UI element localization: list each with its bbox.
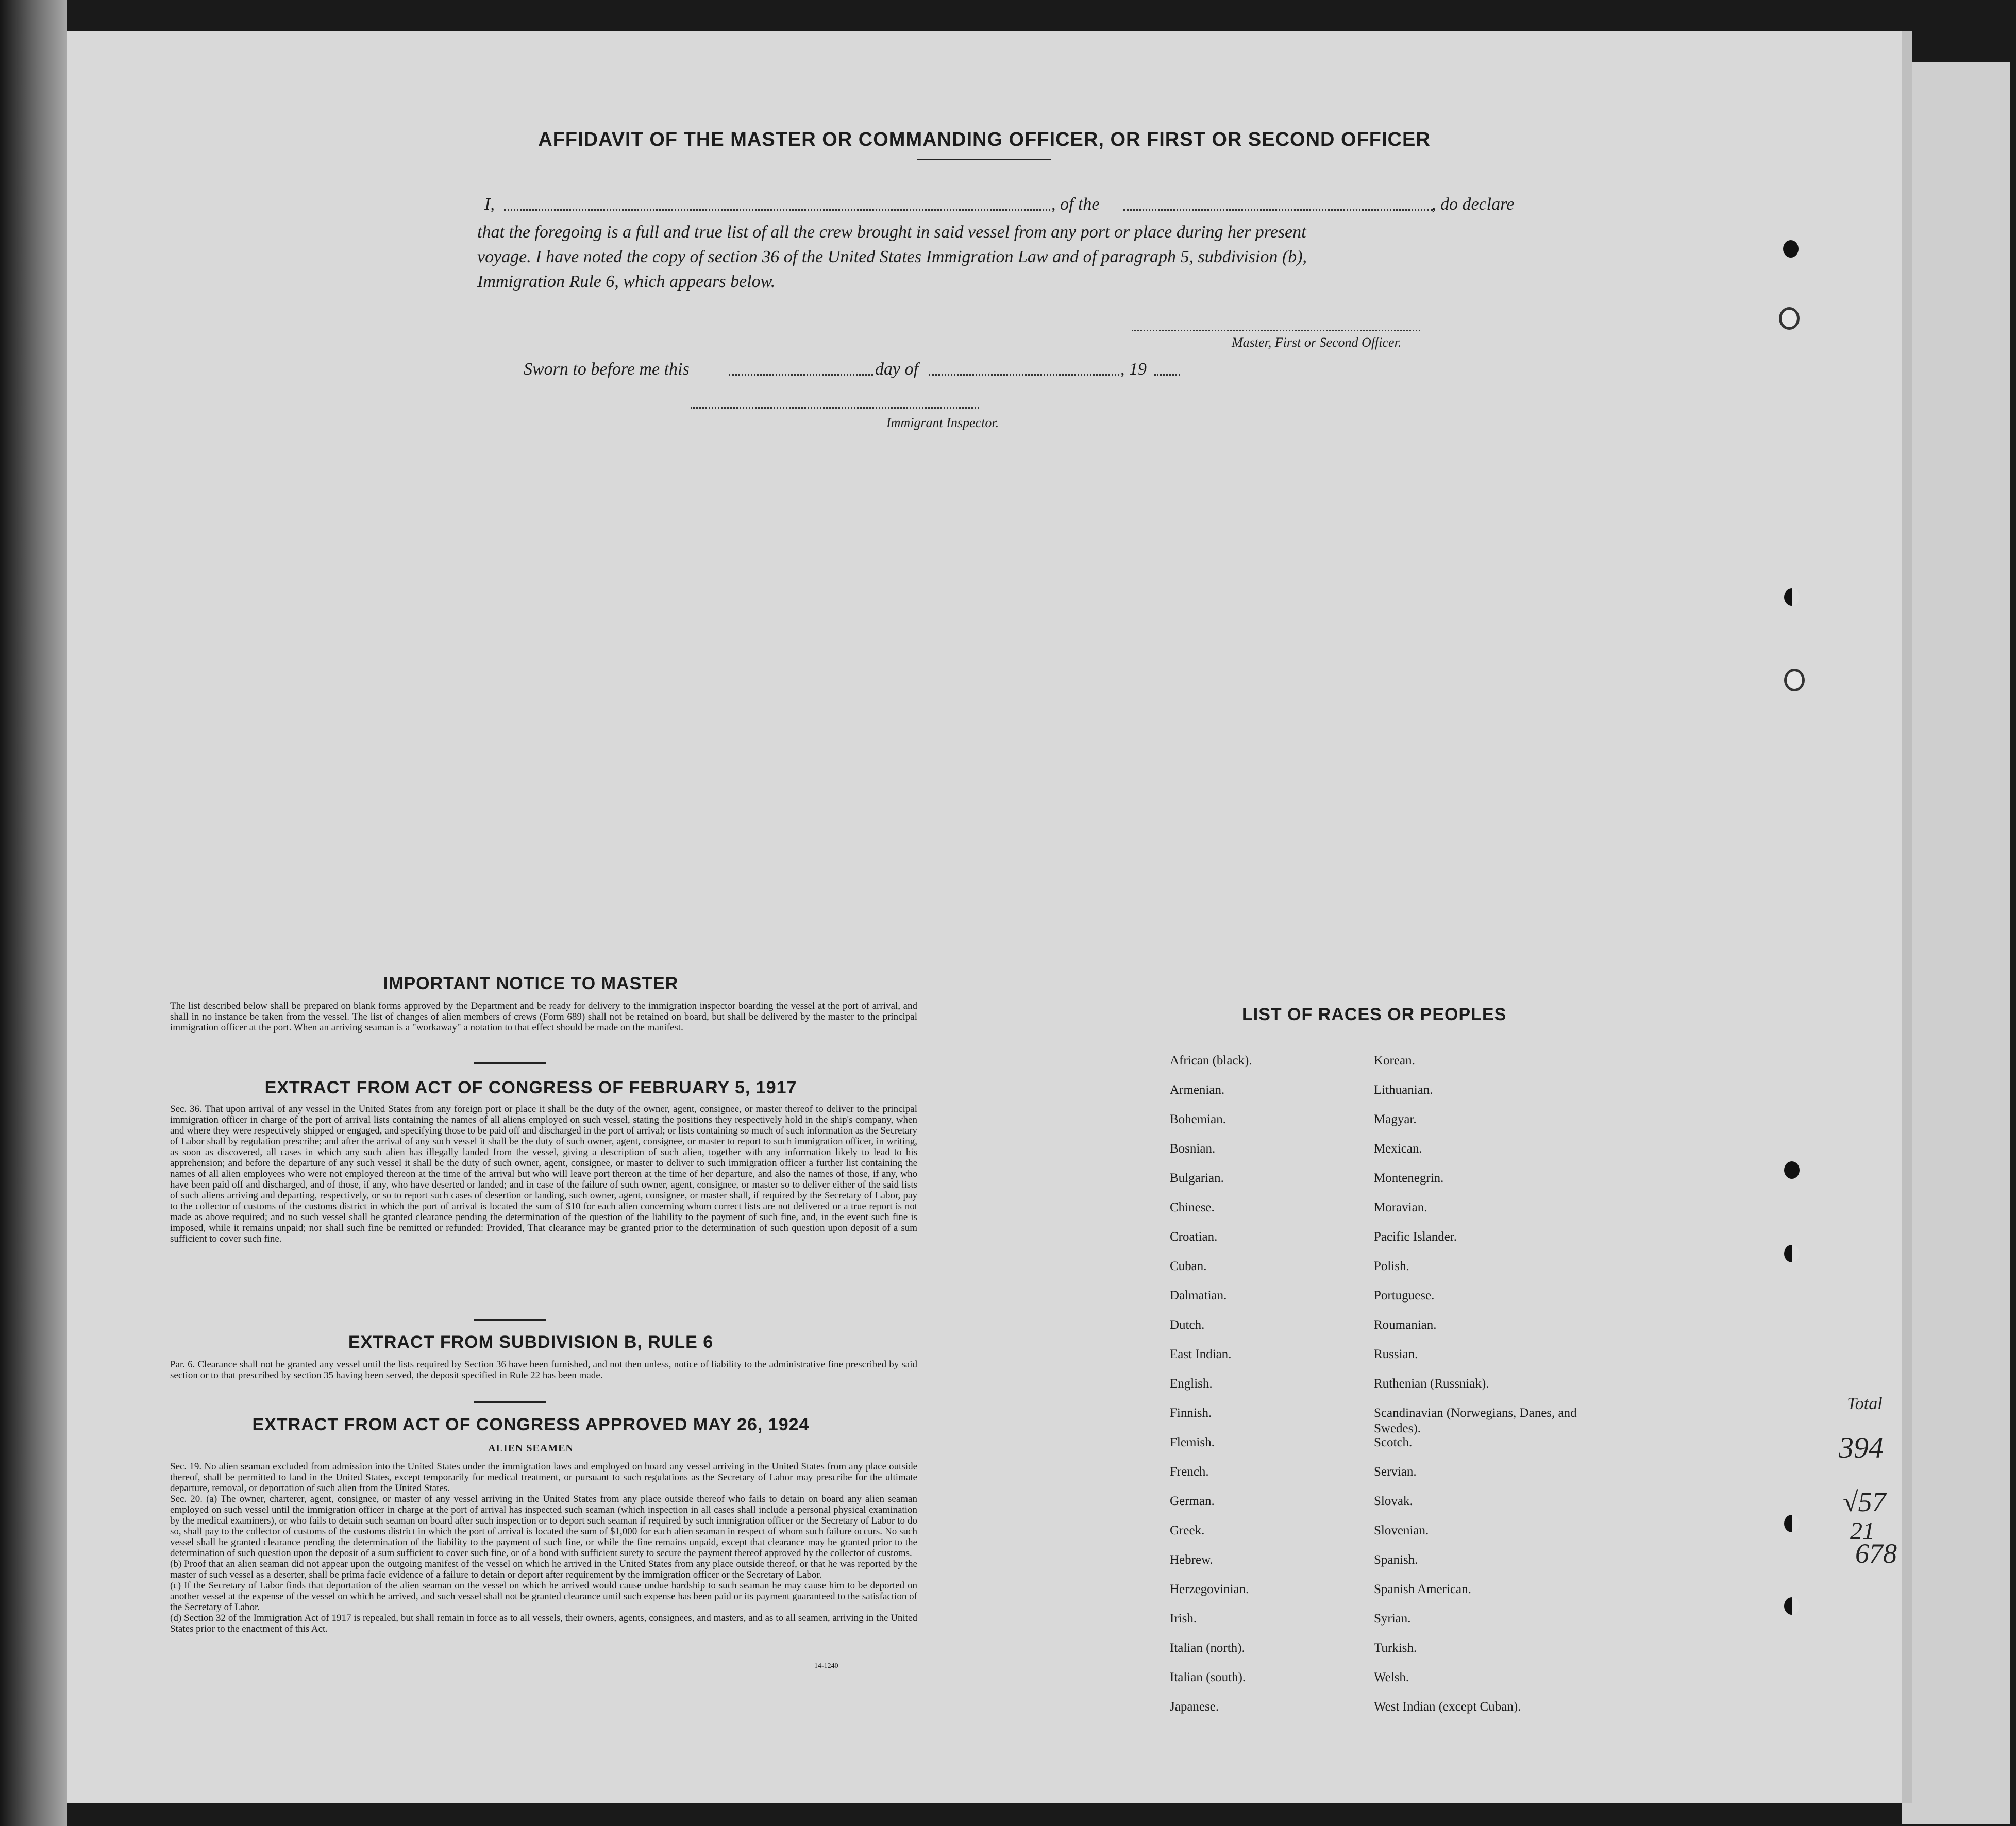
race-item: Bohemian. [1170, 1112, 1227, 1126]
document-page [67, 31, 1912, 1803]
inspector-signature-blank [691, 402, 979, 409]
extract-1924-text [144, 1461, 917, 1634]
race-item: Greek. [1170, 1524, 1205, 1537]
total-678: 678 [1855, 1538, 1897, 1569]
sec-20b-paragraph: (b) Proof that an alien seaman did not appear upon the outgoing manifest of the vessel on which he arrived in the United States from any place outside thereof, or that he was reported by the master of such vessel as a deserter, shall be prima facie evidence of a failure to detain or deport after requirement by the immigration officer or the Secretary of Labor. [170, 1559, 917, 1580]
affidavit-line-1: that the foregoing is a full and true list of all the crew brought in said vessel from any port or place during her present [477, 223, 1306, 242]
races-column-2 [1374, 1053, 1601, 1729]
sworn-year: , 19 [1120, 360, 1147, 379]
race-item: Roumanian. [1374, 1318, 1437, 1332]
sworn-year-blank [1154, 359, 1180, 376]
race-item: Italian (north). [1170, 1641, 1245, 1655]
affidavit-of-the: , of the [1051, 195, 1100, 214]
race-item: Lithuanian. [1374, 1083, 1433, 1097]
inspector-label: Immigrant Inspector. [886, 415, 999, 430]
form-number: 14-1240 [814, 1662, 838, 1670]
scan-right-edge [1902, 62, 2010, 1824]
affidavit-do-declare: , do declare [1432, 195, 1515, 214]
race-item: Syrian. [1374, 1612, 1411, 1626]
race-item: West Indian (except Cuban). [1374, 1700, 1521, 1714]
punch-hole [1784, 1245, 1800, 1262]
race-item: Croatian. [1170, 1230, 1218, 1244]
master-signature-blank [1132, 325, 1420, 331]
punch-hole [1783, 240, 1799, 258]
sec-20d-paragraph: (d) Section 32 of the Immigration Act of 1917 is repealed, but shall remain in force as to all vessels, their owners, agents, consignees, and masters, and as to all seamen, arriving in the United States prior to the enactment of this Act. [170, 1613, 917, 1634]
race-item: Japanese. [1170, 1700, 1219, 1714]
race-item: Korean. [1374, 1054, 1415, 1068]
punch-hole [1784, 588, 1800, 606]
notice-rule [474, 1062, 546, 1064]
race-item: Chinese. [1170, 1201, 1215, 1214]
sworn-label: Sworn to before me this [524, 360, 690, 379]
race-item: Spanish. [1374, 1553, 1418, 1567]
notice-paragraph: The list described below shall be prepared on blank forms approved by the Department and be ready for delivery to the immigration inspector boarding the vessel at the port of arrival, and shall in no instance be taken from the vessel. The list of changes of alien members of crews (Form 689) shall not be retained on board, but shall be delivered by the master to the principal immigration officer at the port. When an arriving seaman is a "workaway" a notation to that effect should be made on the manifest. [170, 1001, 917, 1033]
race-item: Dalmatian. [1170, 1289, 1227, 1303]
race-item: Portuguese. [1374, 1289, 1435, 1303]
race-item: Welsh. [1374, 1670, 1409, 1684]
race-item: Armenian. [1170, 1083, 1225, 1097]
race-item: Montenegrin. [1374, 1171, 1444, 1185]
total-57: √57 [1843, 1486, 1886, 1517]
affidavit-i-label: I, [484, 195, 495, 214]
extract-1917-rule [474, 1319, 546, 1321]
notice-text [144, 1001, 917, 1033]
race-item: Irish. [1170, 1612, 1197, 1626]
rule-6-title: EXTRACT FROM SUBDIVISION B, RULE 6 [348, 1332, 714, 1352]
sec-20c-paragraph: (c) If the Secretary of Labor finds that deportation of the alien seaman on the vessel on which he arrived would cause undue hardship to such seaman he may cause him to be deported on another vessel at the expense of the vessel on which he arrived, and such vessel shall not be granted clearance until such expense has been paid or its payment guaranteed to the satisfaction of the Secretary of Labor. [170, 1580, 917, 1613]
scan-left-edge [0, 0, 67, 1826]
affidavit-line-2: voyage. I have noted the copy of section 36 of the United States Immigration Law and of paragraph 5, subdivision (b), [477, 247, 1307, 266]
race-item: German. [1170, 1494, 1215, 1508]
race-item: Herzegovinian. [1170, 1582, 1249, 1596]
alien-seamen-subtitle: ALIEN SEAMEN [488, 1443, 574, 1454]
race-item: Servian. [1374, 1465, 1417, 1479]
title-rule [917, 159, 1051, 160]
race-item: Mexican. [1374, 1142, 1422, 1156]
section-36-paragraph: Sec. 36. That upon arrival of any vessel in the United States from any foreign port or place it shall be the duty of the owner, agent, consignee, or master thereof to deliver to the principal immigration officer in charge of the port of arrival lists containing the names of all aliens employed on such vessel, stating the positions they respectively hold in the ship's company, when and where they were respectively shipped or engaged, and specifying those to be paid off and discharged in the port of arrival; or lists containing so much of such information as the Secretary of Labor shall by regulation prescribe; and after the arrival of any such vessel it shall be the duty of such owner, agent, consignee, or master to report to such immigration officer, in writing, as soon as discovered, all cases in which any such alien has illegally landed from the vessel, giving a description of such alien, together with any information likely to lead to his apprehension; and before the departure of any such vessel it shall be the duty of such owner, agent, consignee, or master to deliver to such immigration officer a further list containing the names of all alien employees who were not employed thereon at the time of the arrival but who will leave port thereon at the time of her departure, and also the names of those, if any, who have been paid off and discharged, and of those, if any, who have deserted or landed; and in case of the failure of such owner, agent, consignee, or master so to deliver either of the said lists of such aliens arriving and departing, respectively, or so to report such cases of desertion or landing, such owner, agent, consignee, or master shall, if required by the Secretary of Labor, pay to the collector of customs of the customs district in which the port of arrival is located the sum of $10 for each alien concerning whom correct lists are not delivered or a true report is not made as above required; and no such vessel shall be granted clearance pending the determination of the question of the liability to the payment of such fine, and, in the event such fine is imposed, while it remains unpaid; nor shall such fine be remitted or refunded: Provided, That clearance may be granted prior to the determination of such question upon deposit of a sum sufficient to cover such fine. [170, 1104, 917, 1244]
race-item: Ruthenian (Russniak). [1374, 1377, 1489, 1391]
race-item: Slovenian. [1374, 1524, 1429, 1537]
races-title: LIST OF RACES OR PEOPLES [1242, 1005, 1507, 1024]
race-item: Slovak. [1374, 1494, 1413, 1508]
race-item: French. [1170, 1465, 1209, 1479]
sworn-month-blank [929, 359, 1119, 376]
race-item: Italian (south). [1170, 1670, 1246, 1684]
affidavit-title: AFFIDAVIT OF THE MASTER OR COMMANDING OFFICER, OR FIRST OR SECOND OFFICER [538, 129, 1431, 150]
race-item: Bulgarian. [1170, 1171, 1224, 1185]
sec-19-paragraph: Sec. 19. No alien seaman excluded from admission into the United States under the immigration laws and employed on board any vessel arriving in the United States from any place outside thereof, shall be permitted to land in the United States, except temporarily for medical treatment, or pursuant to such regulations as the Secretary of Labor may prescribe for the ultimate departure, removal, or deportation of such alien from the United States. [170, 1461, 917, 1494]
master-signature-label: Master, First or Second Officer. [1232, 335, 1402, 350]
notice-title: IMPORTANT NOTICE TO MASTER [383, 974, 679, 993]
race-item: African (black). [1170, 1054, 1252, 1068]
total-label: Total [1847, 1394, 1883, 1413]
sec-20a-paragraph: Sec. 20. (a) The owner, charterer, agent, consignee, or master of any vessel arriving in the United States from any place outside thereof who fails to detain on board any alien seaman employed on such vessel until the immigration officer in charge at the port of arrival has inspected such seaman (which inspection in all cases shall include a personal physical examination by the medical examiners), or who fails to detain such seaman on board after such inspection or to deport such seaman if required by such immigration officer or the Secretary of Labor to do so, shall pay to the collector of customs of the customs district in which the port of arrival is located the sum of $1,000 for each alien seaman in respect of whom such failure occurs. No such vessel shall be granted clearance pending the determination of the liability to the payment of such fine, or while the fine remains unpaid, except that clearance may be granted prior to the determination of such question upon the deposit of a sum sufficient to cover such fine, or of a bond with sufficient surety to secure the payment thereof approved by the collector of customs. [170, 1494, 917, 1559]
total-394: 394 [1839, 1431, 1884, 1464]
races-column-1 [1170, 1053, 1366, 1729]
race-item: Finnish. [1170, 1406, 1212, 1420]
name-blank [504, 194, 1050, 211]
vessel-blank [1123, 194, 1433, 211]
race-item: Dutch. [1170, 1318, 1205, 1332]
race-item: Scotch. [1374, 1435, 1413, 1449]
punch-hole [1784, 1161, 1800, 1179]
rule-6-text [144, 1359, 917, 1381]
race-item: Polish. [1374, 1259, 1409, 1273]
affidavit-line-3: Immigration Rule 6, which appears below. [477, 272, 776, 291]
extract-1917-text [144, 1104, 917, 1244]
race-item: Flemish. [1170, 1435, 1215, 1449]
total-21: 21 [1850, 1517, 1875, 1545]
race-item: Cuban. [1170, 1259, 1207, 1273]
sworn-day-blank [729, 359, 873, 376]
race-item: English. [1170, 1377, 1213, 1391]
race-item: East Indian. [1170, 1347, 1232, 1361]
punch-hole [1784, 1597, 1800, 1615]
race-item: Pacific Islander. [1374, 1230, 1457, 1244]
race-item: Spanish American. [1374, 1582, 1471, 1596]
race-item: Russian. [1374, 1347, 1418, 1361]
race-item: Moravian. [1374, 1201, 1427, 1214]
race-item: Bosnian. [1170, 1142, 1216, 1156]
race-item: Magyar. [1374, 1112, 1417, 1126]
rule-6-rule [474, 1401, 546, 1403]
extract-1924-title: EXTRACT FROM ACT OF CONGRESS APPROVED MAY 26, 1924 [252, 1415, 810, 1434]
punch-hole [1779, 307, 1800, 330]
punch-hole [1784, 1515, 1800, 1532]
extract-1917-title: EXTRACT FROM ACT OF CONGRESS OF FEBRUARY 5, 1917 [264, 1078, 797, 1097]
race-item: Scandinavian (Norwegians, Danes, and Swedes). [1374, 1406, 1577, 1435]
par-6-paragraph: Par. 6. Clearance shall not be granted any vessel until the lists required by Section 36 have been furnished, and not then unless, notice of liability to the administrative fine prescribed by said section or to that prescribed by section 35 having been served, the deposit specified in Rule 22 has been made. [170, 1359, 917, 1381]
sworn-day-of: day of [875, 360, 919, 379]
race-item: Hebrew. [1170, 1553, 1213, 1567]
punch-hole [1784, 669, 1805, 691]
race-item: Turkish. [1374, 1641, 1417, 1655]
